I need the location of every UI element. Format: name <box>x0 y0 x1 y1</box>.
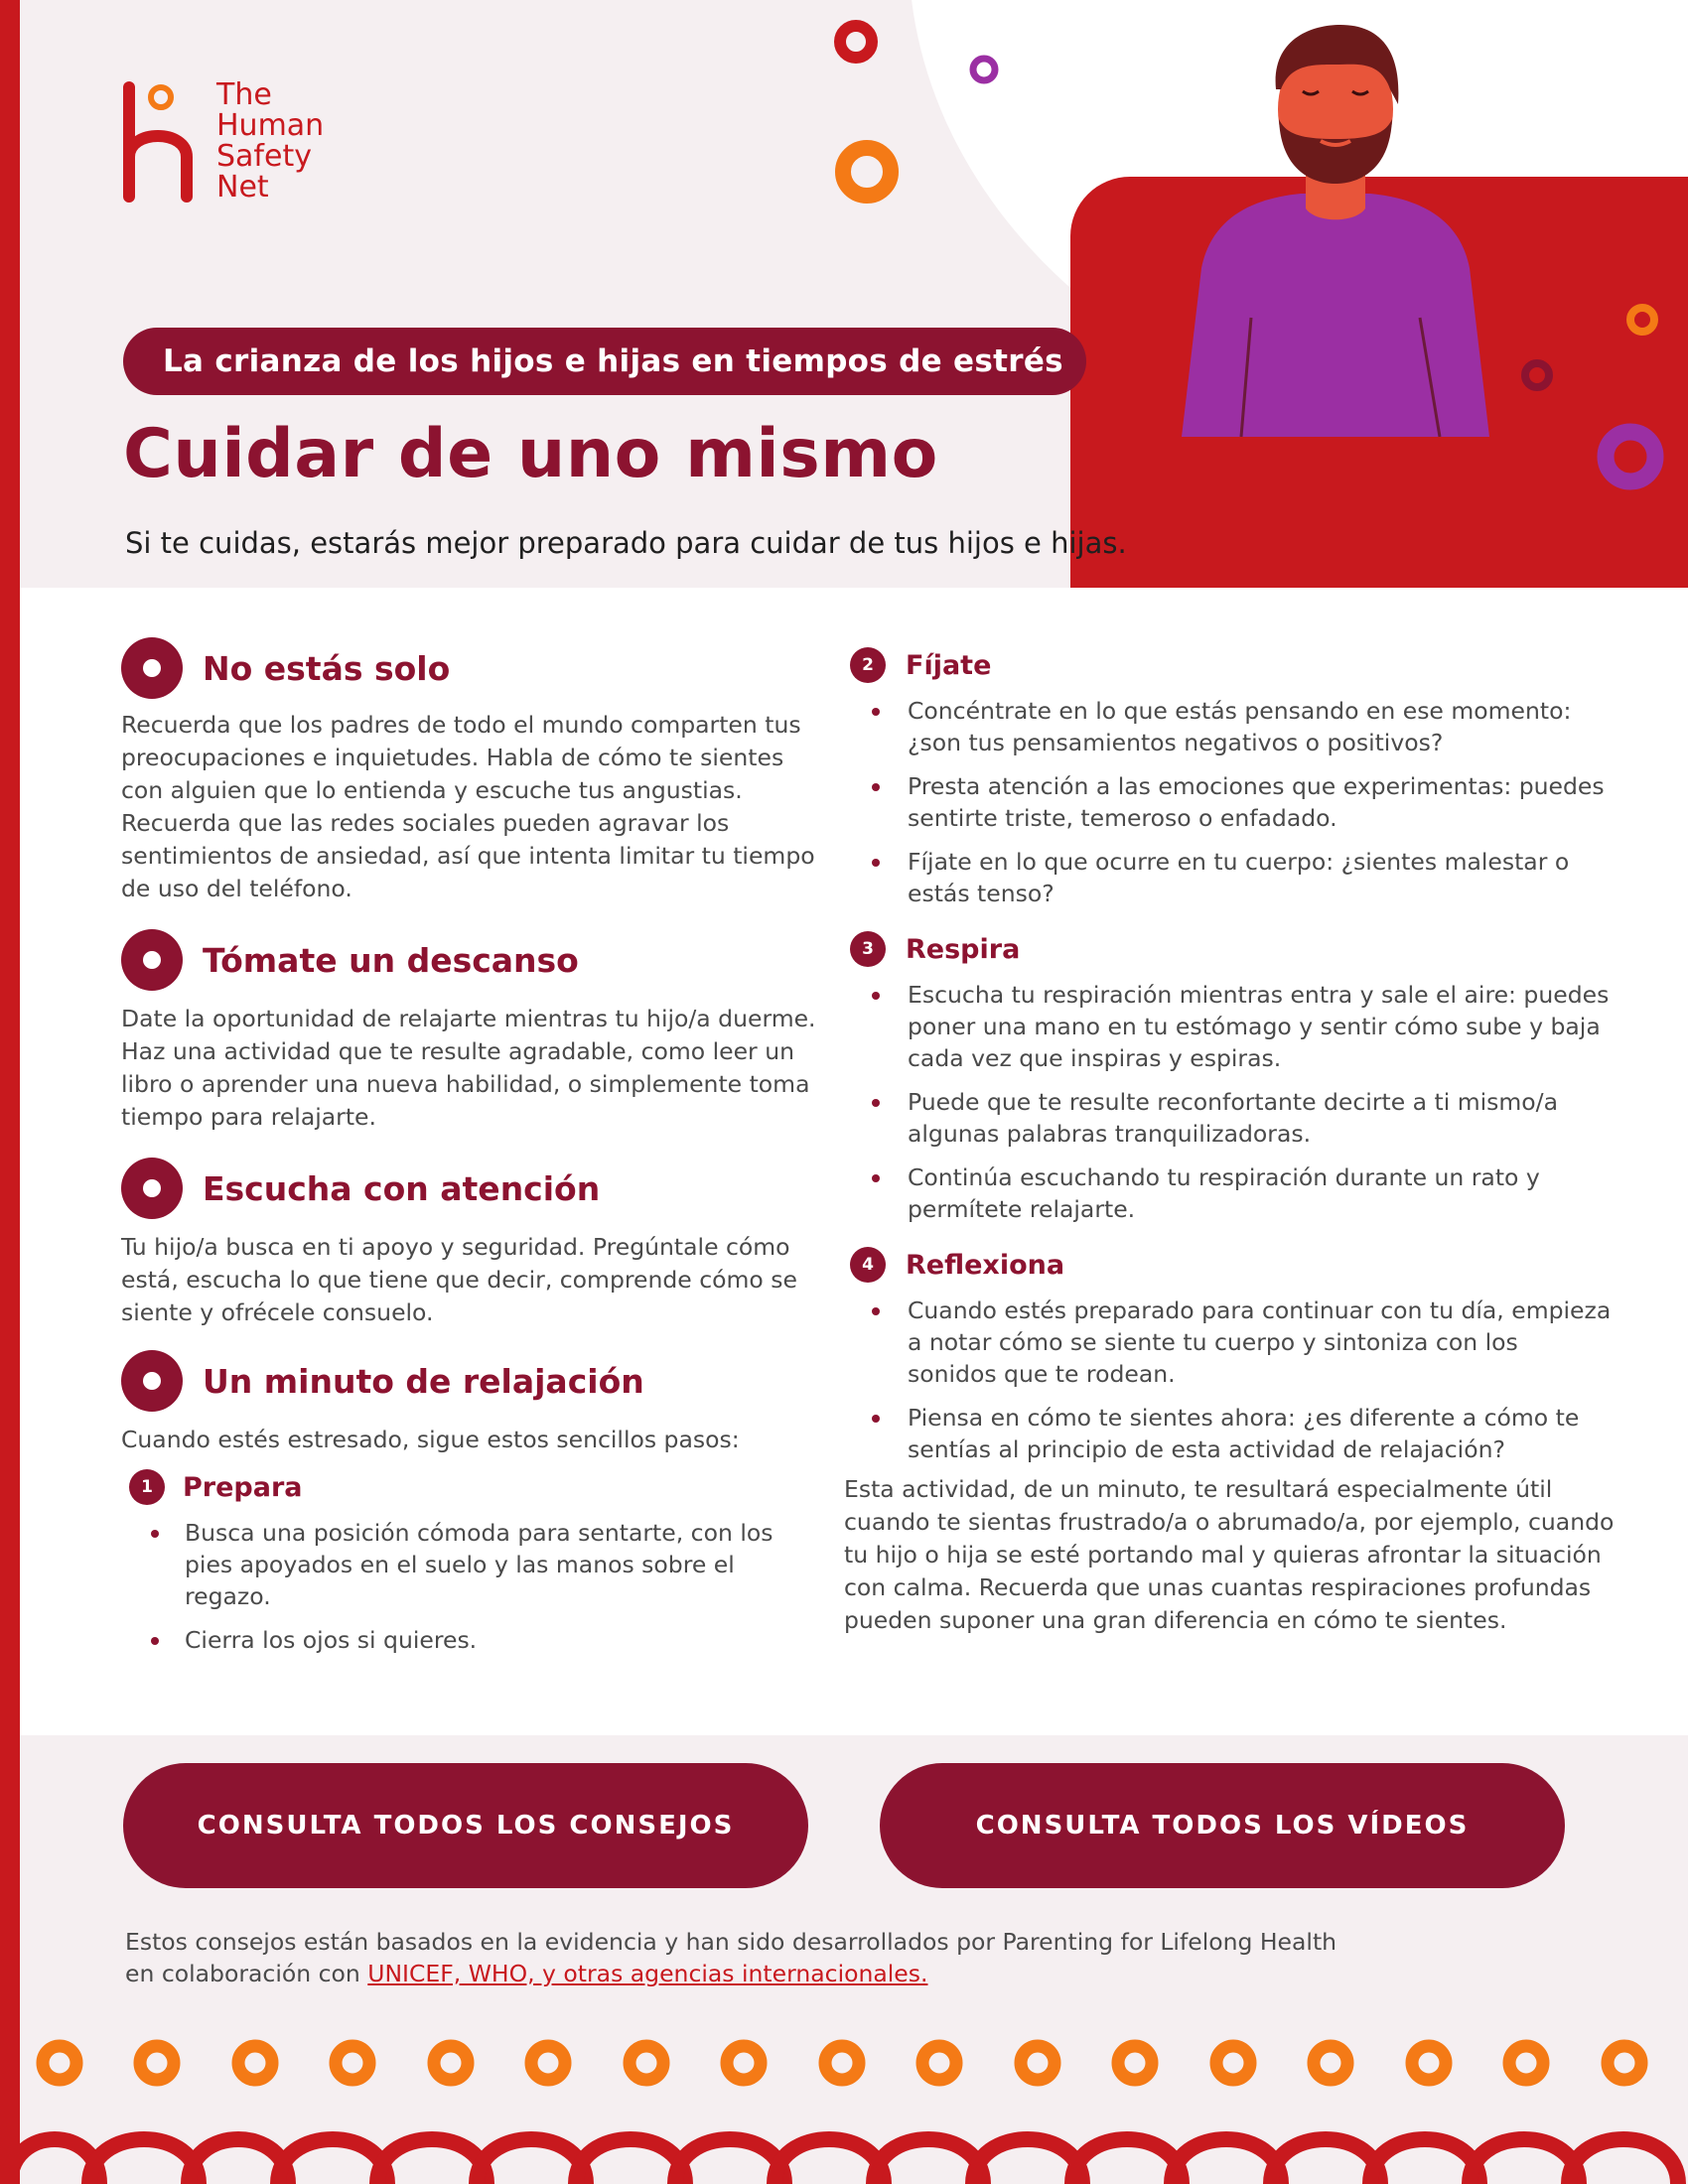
section-un-minuto-de-relajacion <box>121 1350 816 1456</box>
step-title: Prepara <box>183 1471 303 1503</box>
section-tomate-un-descanso <box>121 929 816 1134</box>
step-number-badge: 1 <box>129 1469 165 1505</box>
step-list <box>129 1517 824 1656</box>
list-item: Presta atención a las emociones que experimentas: puedes sentirte triste, temeroso o enfadado. <box>850 770 1613 834</box>
section-title: Escucha con atención <box>203 1168 601 1208</box>
step-list <box>850 979 1613 1225</box>
list-item: Fíjate en lo que ocurre en tu cuerpo: ¿sientes malestar o estás tenso? <box>850 846 1613 909</box>
step-list <box>850 1295 1613 1465</box>
red-arch-row <box>20 2139 1678 2184</box>
ring-bullet-icon <box>121 637 183 699</box>
credits-prefix: en colaboración con <box>125 1960 368 1987</box>
section-title: No estás solo <box>203 648 451 688</box>
left-accent-bar <box>0 0 20 2184</box>
section-body: Date la oportunidad de relajarte mientras tu hijo/a duerme. Haz una actividad que te resulte agradable, como leer un libro o aprender una nueva habilidad, o simplemente toma tiempo para relajarte. <box>121 1005 816 1131</box>
list-item: Continúa escuchando tu respiración durante un rato y permítete relajarte. <box>850 1161 1613 1225</box>
decorative-ring-icon <box>1519 357 1555 393</box>
list-item: Piensa en cómo te sientes ahora: ¿es diferente a cómo te sentías al principio de esta actividad de relajación? <box>850 1402 1613 1465</box>
brand-name-line: Human <box>216 108 325 143</box>
step-respira <box>850 931 1613 1237</box>
step-number-badge: 3 <box>850 931 886 967</box>
step-list <box>850 695 1613 909</box>
section-body: Cuando estés estresado, sigue estos sencillos pasos: <box>121 1426 740 1453</box>
credits-line <box>125 1958 1336 1989</box>
page-subtitle: Si te cuidas, estarás mejor preparado para cuidar de tus hijos e hijas. <box>125 526 1127 560</box>
decorative-ring-icon <box>832 18 880 66</box>
all-videos-button[interactable]: CONSULTA TODOS LOS VÍDEOS <box>880 1763 1565 1888</box>
list-item: Escucha tu respiración mientras entra y sale el aire: puedes poner una mano en tu estómago y sentir cómo sube y baja cada vez que inspiras y espiras. <box>850 979 1613 1074</box>
brand-name-line: Safety <box>216 139 312 174</box>
credits-line: Estos consejos están basados en la evidencia y han sido desarrollados por Parenting for Lifelong Health <box>125 1928 1337 1956</box>
list-item: Cierra los ojos si quieres. <box>129 1624 824 1656</box>
page-title: Cuidar de uno mismo <box>123 415 938 493</box>
topic-banner: La crianza de los hijos e hijas en tiempos de estrés <box>123 328 1086 395</box>
closing-paragraph: Esta actividad, de un minuto, te resultará especialmente útil cuando te sientas frustrado/a o abrumado/a, por ejemplo, cuando tu hijo o hija se esté portando mal y quieras afrontar la situación con calma. Recuerda que unas cuantas respiraciones profundas pueden suponer una gran diferencia en cómo te sientes. <box>844 1475 1615 1634</box>
step-number-badge: 4 <box>850 1247 886 1283</box>
step-title: Reflexiona <box>906 1249 1065 1281</box>
step-number-badge: 2 <box>850 647 886 683</box>
list-item: Concéntrate en lo que estás pensando en ese momento: ¿son tus pensamientos negativos o positivos? <box>850 695 1613 758</box>
step-reflexiona <box>850 1247 1613 1477</box>
orange-ring-row <box>43 2046 1641 2080</box>
decorative-ring-icon <box>1624 302 1660 338</box>
decorative-ring-icon <box>832 137 902 206</box>
section-escucha-con-atencion <box>121 1158 816 1329</box>
step-title: Fíjate <box>906 649 992 681</box>
person-illustration <box>1142 20 1519 437</box>
list-item: Puede que te resulte reconfortante decirte a ti mismo/a algunas palabras tranquilizadoras. <box>850 1086 1613 1150</box>
list-item: Busca una posición cómoda para sentarte, con los pies apoyados en el suelo y las manos sobre el regazo. <box>129 1517 824 1612</box>
decorative-ring-icon <box>968 54 1000 85</box>
section-body: Recuerda que los padres de todo el mundo comparten tus preocupaciones e inquietudes. Habla de cómo te sientes con alguien que lo entienda y escuche tus angustias. Recuerda que las redes sociales pueden agravar los sentimientos de ansiedad, así que intenta limitar tu tiempo de uso del teléfono. <box>121 711 815 902</box>
logo-h-icon <box>121 79 201 208</box>
brand-name-line: Net <box>216 170 269 205</box>
ring-bullet-icon <box>121 1158 183 1219</box>
partners-link[interactable]: UNICEF, WHO, y otras agencias internacionales. <box>367 1960 928 1987</box>
decorative-ring-icon <box>1595 421 1666 492</box>
all-tips-button[interactable]: CONSULTA TODOS LOS CONSEJOS <box>123 1763 808 1888</box>
section-no-estas-solo <box>121 637 816 905</box>
ring-bullet-icon <box>121 1350 183 1412</box>
section-title: Tómate un descanso <box>203 940 579 980</box>
step-prepara <box>129 1469 824 1668</box>
brand-name <box>216 79 375 203</box>
list-item: Cuando estés preparado para continuar con tu día, empieza a notar cómo se siente tu cuerpo y sintoniza con los sonidos que te rodean. <box>850 1295 1613 1390</box>
ring-bullet-icon <box>121 929 183 991</box>
step-title: Respira <box>906 933 1021 965</box>
bottom-pattern <box>20 2015 1688 2184</box>
step-fijate <box>850 647 1613 921</box>
section-title: Un minuto de relajación <box>203 1361 644 1401</box>
credits <box>125 1926 1336 1989</box>
section-body: Tu hijo/a busca en ti apoyo y seguridad. Pregúntale cómo está, escucha lo que tiene que decir, comprende cómo se siente y ofrécele consuelo. <box>121 1233 797 1326</box>
brand-name-line: The <box>216 77 272 112</box>
